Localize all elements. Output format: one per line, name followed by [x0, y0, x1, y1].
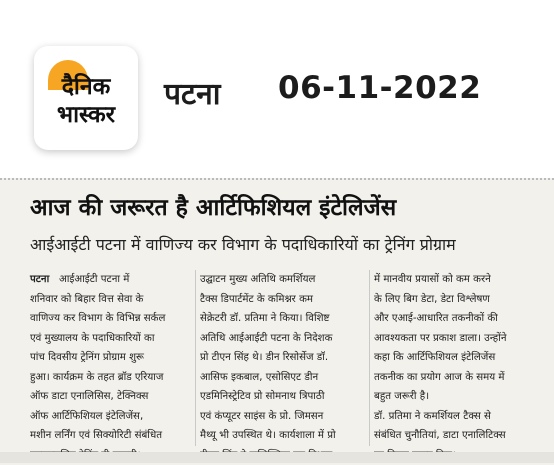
column-3-line: बहुत जरूरी है।: [374, 387, 534, 407]
column-3-line: डॉ. प्रतिमा ने कमर्शियल टैक्स से: [374, 407, 534, 427]
column-1-line: मशीन लर्निंग एवं सिक्योरिटी संबंधित: [30, 426, 190, 446]
logo-line-1: दैनिक: [62, 73, 111, 101]
column-divider: [195, 270, 196, 446]
column-3-line: और एआई-आधारित तकनीकों की: [374, 309, 534, 329]
article-subheadline: आईआईटी पटना में वाणिज्य कर विभाग के पदाधिकारियों का ट्रेनिंग प्रोग्राम: [30, 234, 550, 256]
column-2-line: मैथ्यू भी उपस्थित थे। कार्यशाला में प्रो: [200, 426, 365, 446]
logo-line-2: भास्कर: [57, 101, 115, 129]
column-2-line: प्रो टीएन सिंह थे। डीन रिसोर्सेज डॉ.: [200, 348, 365, 368]
masthead: [0, 0, 554, 172]
column-1-line: ऑफ आर्टिफिशियल इंटेलिजेंस,: [30, 407, 190, 427]
column-1-line: पांच दिवसीय ट्रेनिंग प्रोग्राम शुरू: [30, 348, 190, 368]
column-2-line: अतिथि आईआईटी पटना के निदेशक: [200, 329, 365, 349]
edition-date: 06-11-2022: [278, 70, 481, 106]
column-3-line: आवश्यकता पर प्रकाश डाला। उन्होंने: [374, 329, 534, 349]
column-3-line: के लिए बिग डेटा, डेटा विश्लेषण: [374, 290, 534, 310]
column-1-line: शनिवार को बिहार वित्त सेवा के: [30, 290, 190, 310]
column-1-line: वाणिज्य कर विभाग के विभिन्न सर्कल: [30, 309, 190, 329]
column-1-line: पटना आईआईटी पटना में: [30, 270, 190, 290]
column-divider: [369, 270, 370, 446]
edition-city: पटना: [164, 72, 221, 113]
dateline: पटना: [30, 274, 49, 285]
article-column-2: [200, 270, 365, 450]
column-2-line: आसिफ इकबाल, एसोसिएट डीन: [200, 368, 365, 388]
clipping-bottom-edge: [0, 452, 554, 463]
column-3-line: में मानवीय प्रयासों को कम करने: [374, 270, 534, 290]
article-column-3: [374, 270, 534, 450]
column-3-line: कहा कि आर्टिफिशियल इंटेलिजेंस: [374, 348, 534, 368]
column-2-line: सेक्रेटरी डॉ. प्रतिमा ने किया। विशिष्ट: [200, 309, 365, 329]
column-2-line: एडमिनिस्ट्रेटिव प्रो सोमनाथ त्रिपाठी: [200, 387, 365, 407]
column-2-line: टैक्स डिपार्टमेंट के कमिश्नर कम: [200, 290, 365, 310]
column-3-line: संबंधित चुनौतियां, डाटा एनालिटिक्स: [374, 426, 534, 446]
column-1-line: हुआ। कार्यक्रम के तहत ब्रॉड एरियाज: [30, 368, 190, 388]
column-2-line: एवं कंप्यूटर साइंस के प्रो. जिमसन: [200, 407, 365, 427]
column-2-line: उद्घाटन मुख्य अतिथि कमर्शियल: [200, 270, 365, 290]
column-1-line: ऑफ डाटा एनालिसिस, टेक्निक्स: [30, 387, 190, 407]
column-1-line: एवं मुख्यालय के पदाधिकारियों का: [30, 329, 190, 349]
dainik-bhaskar-logo: [34, 46, 138, 150]
article-column-1: [30, 270, 190, 450]
article-headline: आज की जरूरत है आर्टिफिशियल इंटेलिजेंस: [30, 193, 550, 223]
column-3-line: तकनीक का प्रयोग आज के समय में: [374, 368, 534, 388]
